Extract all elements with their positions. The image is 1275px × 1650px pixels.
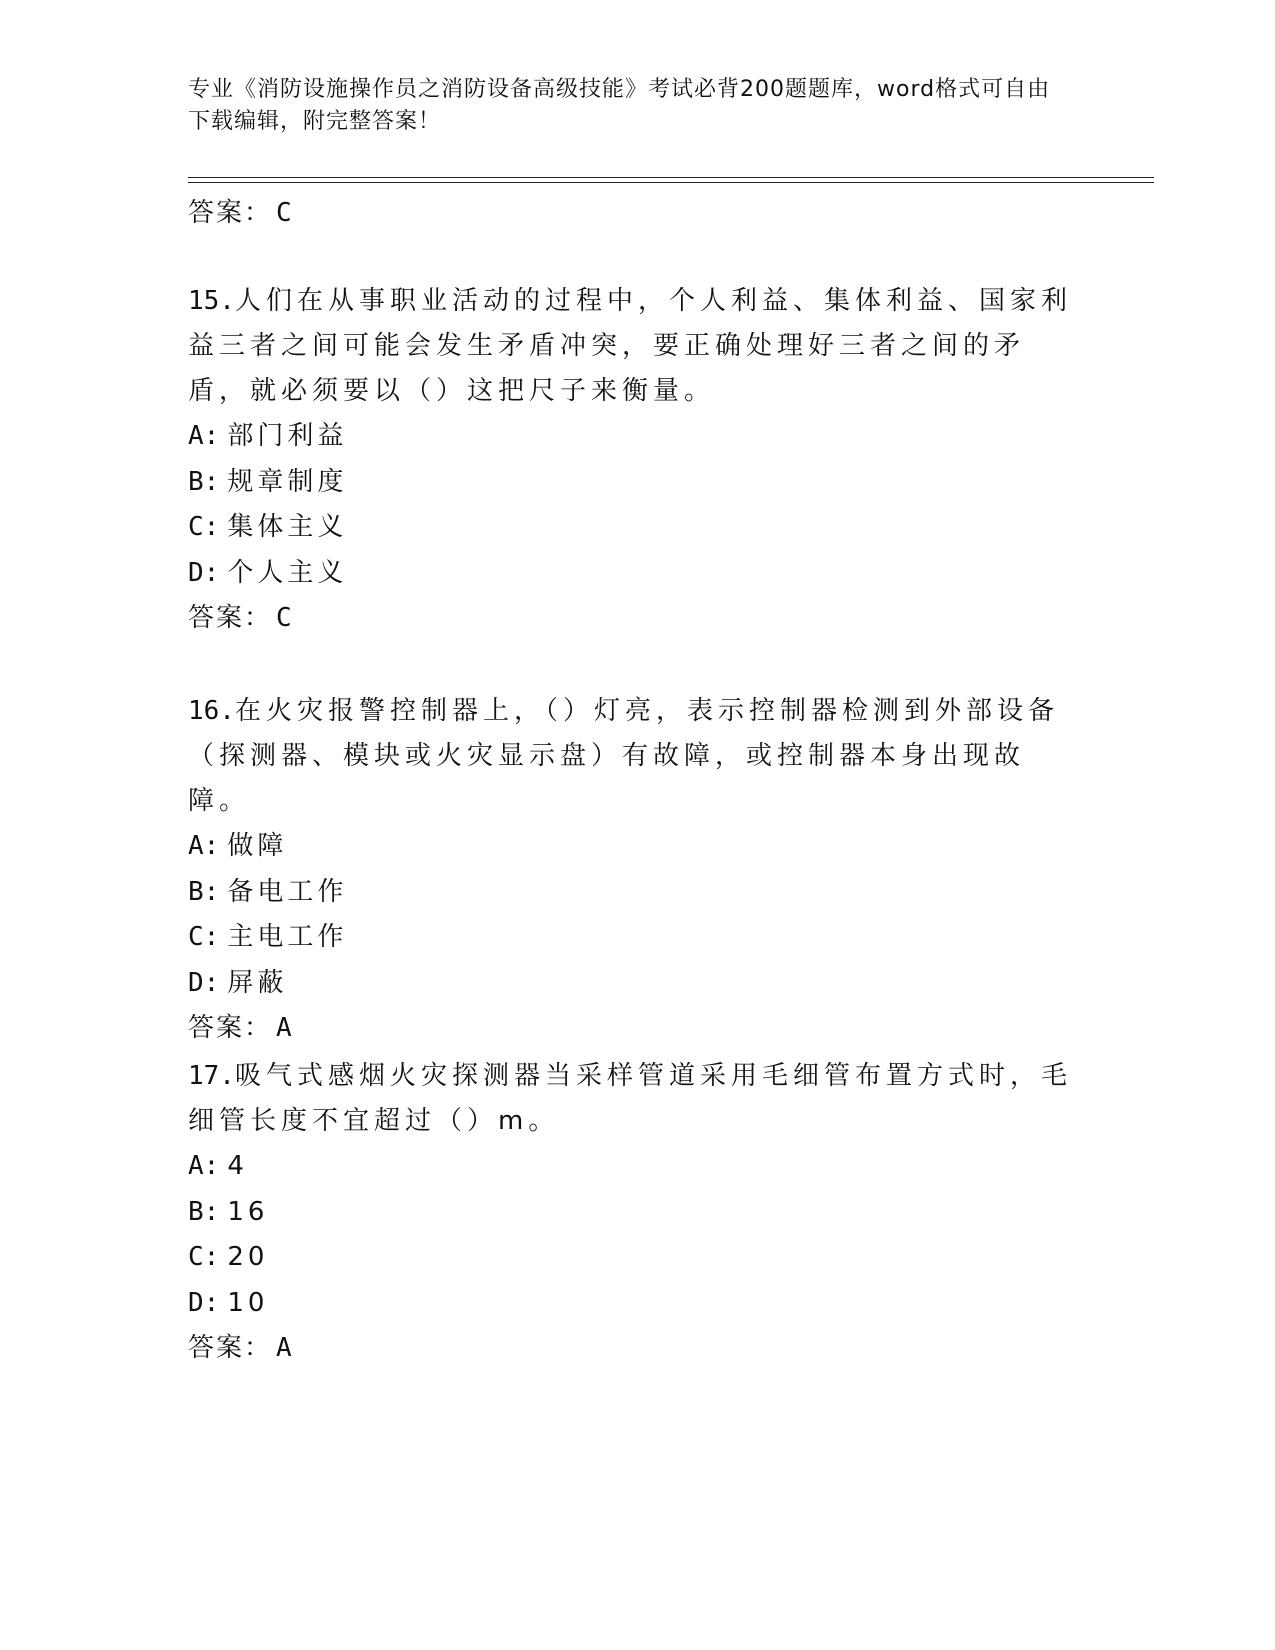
option-c <box>188 1235 1078 1281</box>
question-number: 16. <box>188 696 235 726</box>
answer-label: 答案： <box>188 1013 273 1043</box>
option-text: 20 <box>227 1242 269 1272</box>
question-number: 17. <box>188 1061 235 1091</box>
question-item <box>188 689 1078 1051</box>
answer-value: C <box>276 198 292 228</box>
option-key: D: <box>188 1287 220 1318</box>
answer-value: A <box>276 1013 292 1043</box>
option-text: 做障 <box>227 831 288 861</box>
option-b <box>188 460 1078 506</box>
answer-line <box>188 596 1078 641</box>
question-text: 人们在从事职业活动的过程中，个人利益、集体利益、国家利益三者之间可能会发生矛盾冲突，要正确处理好三者之间的矛盾，就必须要以（）这把尺子来衡量。 <box>188 286 1072 406</box>
question-number: 15. <box>188 286 235 316</box>
option-b <box>188 1190 1078 1236</box>
option-key: B: <box>188 466 220 497</box>
option-key: C: <box>188 1242 220 1272</box>
option-text: 10 <box>227 1287 269 1318</box>
option-text: 部门利益 <box>227 421 348 451</box>
question-item <box>188 1054 1078 1371</box>
option-key: C: <box>188 922 220 952</box>
option-key: A: <box>188 1151 220 1181</box>
option-key: A: <box>188 831 220 861</box>
option-c <box>188 915 1078 961</box>
option-key: D: <box>188 557 220 588</box>
answer-value: A <box>276 1333 292 1363</box>
option-d <box>188 1281 1078 1327</box>
option-key: D: <box>188 967 220 998</box>
document-header: 专业《消防设施操作员之消防设备高级技能》考试必背200题题库，word格式可自由下载编辑，附完整答案！ <box>188 77 1051 134</box>
option-a <box>188 414 1078 460</box>
question-stem <box>188 279 1078 414</box>
question-item <box>188 279 1078 641</box>
option-text: 备电工作 <box>227 876 348 907</box>
answer-label: 答案： <box>188 198 273 228</box>
header-divider <box>188 177 1154 178</box>
option-key: A: <box>188 421 220 451</box>
option-d <box>188 961 1078 1007</box>
option-text: 规章制度 <box>227 466 348 497</box>
option-key: B: <box>188 876 220 907</box>
option-text: 集体主义 <box>227 512 348 542</box>
option-key: C: <box>188 512 220 542</box>
question-text: 在火灾报警控制器上，（）灯亮，表示控制器检测到外部设备（探测器、模块或火灾显示盘）有故障，或控制器本身出现故障。 <box>188 696 1059 816</box>
question-stem <box>188 689 1078 824</box>
option-text: 主电工作 <box>227 922 348 952</box>
option-a <box>188 1144 1078 1190</box>
option-text: 16 <box>227 1196 269 1227</box>
answer-line <box>188 193 292 233</box>
option-key: B: <box>188 1196 220 1227</box>
answer-label: 答案： <box>188 1333 273 1363</box>
answer-value: C <box>276 603 292 633</box>
question-text: 吸气式感烟火灾探测器当采样管道采用毛细管布置方式时，毛细管长度不宜超过（）m。 <box>188 1061 1072 1136</box>
option-text: 屏蔽 <box>227 967 288 998</box>
option-c <box>188 505 1078 551</box>
question-stem <box>188 1054 1078 1144</box>
answer-label: 答案： <box>188 603 273 633</box>
answer-line <box>188 1326 1078 1371</box>
option-a <box>188 824 1078 870</box>
option-d <box>188 551 1078 597</box>
answer-line <box>188 1006 1078 1051</box>
header-divider <box>188 182 1154 183</box>
option-b <box>188 870 1078 916</box>
option-text: 个人主义 <box>227 557 348 588</box>
option-text: 4 <box>227 1151 248 1181</box>
